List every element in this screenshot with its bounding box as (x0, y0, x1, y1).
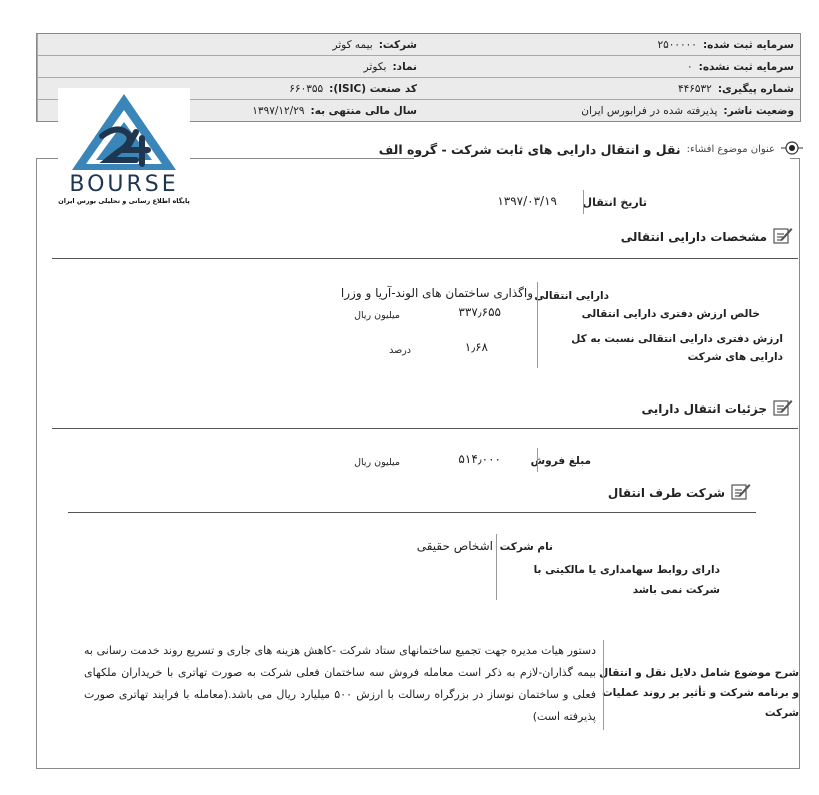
bourse-logo (58, 88, 190, 210)
logo-triangle-icon (72, 94, 176, 170)
field-divider (583, 190, 584, 214)
asset-section-title: مشخصات دارایی انتقالی (620, 229, 767, 244)
sale-unit: میلیون ریال (354, 457, 400, 468)
subject-prefix: عنوان موضوع افشاء: (686, 144, 775, 155)
registered-capital-label: سرمایه ثبت شده: (702, 38, 794, 51)
company-cell (37, 34, 423, 55)
relation-label: دارای روابط سهامداری یا مالکیتی با شرکت نمی باشد (533, 564, 720, 596)
field-divider (603, 640, 604, 730)
publisher-status-cell (423, 100, 800, 121)
counterparty-section-heading (608, 482, 751, 503)
fiscal-year-value: ۱۳۹۷/۱۲/۲۹ (252, 104, 305, 117)
logo-brand: BOURSE (69, 172, 179, 197)
asset-value: واگذاری ساختمان های الوند-آریا و وزرا (340, 286, 533, 300)
field-divider (537, 282, 538, 368)
unregistered-capital-value: ۰ (687, 60, 693, 73)
asset-label: دارایی انتقالی (534, 290, 609, 302)
logo-caption: پایگاه اطلاع رسانی و تحلیلی بورس ایران (58, 197, 190, 205)
asset-section-heading (621, 226, 793, 247)
symbol-value: بکوثر (363, 60, 387, 73)
registered-capital-cell (423, 34, 800, 55)
industry-code-label: کد صنعت (ISIC): (329, 82, 417, 95)
disclosure-subject (379, 140, 803, 159)
description-text: دستور هیات مدیره جهت تجمیع ساختمانهای ستاد شرکت -کاهش هزینه های جاری و تسریع روند خدمت رسانی به بیمه گذاران-لازم به ذکر است معامله فروش سه ساختمان فعلی شرکت به صورت تهاتری با خریداران ملکهای فعلی و ساختمان نوساز در بزرگراه رسالت با ارزش ۵۰۰ میلیارد ریال می باشد.(معامله با فرایند تهاتری صورت پذیرفته است) (84, 644, 597, 723)
tracking-number-value: ۴۴۶۵۳۲ (677, 82, 712, 95)
info-row (37, 56, 800, 78)
transfer-date-label: تاریخ انتقال (582, 196, 647, 209)
field-divider (496, 534, 497, 600)
section-divider (52, 428, 798, 429)
counterparty-section-title: شرکت طرف انتقال (607, 485, 725, 500)
company-label: شرکت: (378, 38, 417, 51)
book-value: ۳۳۷٫۶۵۵ (458, 305, 501, 319)
book-value-label: خالص ارزش دفتری دارایی انتقالی (581, 308, 760, 320)
sale-value: ۵۱۴٫۰۰۰ (458, 452, 501, 466)
publisher-status-label: وضعیت ناشر: (723, 104, 794, 117)
target-icon (781, 140, 803, 159)
symbol-label: نماد: (392, 60, 417, 73)
section-divider (52, 258, 798, 259)
sale-label: مبلغ فروش (530, 455, 591, 467)
counterparty-name-value: اشخاص حقیقی (416, 539, 493, 553)
industry-code-value: ۶۶۰۳۵۵ (289, 82, 324, 95)
edit-icon (773, 226, 793, 247)
tracking-number-label: شماره پیگیری: (717, 82, 794, 95)
fiscal-year-label: سال مالی منتهی به: (310, 104, 417, 117)
ratio-label: ارزش دفتری دارایی انتقالی نسبت به کل دارایی های شرکت (571, 333, 783, 363)
edit-icon (731, 482, 751, 503)
symbol-cell (37, 56, 423, 77)
details-section-heading (642, 398, 793, 419)
company-value: بیمه کوثر (332, 38, 373, 51)
transfer-date-value: ۱۳۹۷/۰۳/۱۹ (497, 194, 557, 208)
description-label: شرح موضوع شامل دلایل نقل و انتقال و برنامه شرکت و تأثیر بر روند عملیات شرکت (599, 667, 799, 719)
unregistered-capital-label: سرمایه ثبت نشده: (698, 60, 794, 73)
registered-capital-value: ۲۵۰۰۰۰۰ (657, 38, 697, 51)
field-divider (537, 448, 538, 472)
unregistered-capital-cell (423, 56, 800, 77)
info-row (37, 34, 800, 56)
section-divider (68, 512, 756, 513)
ratio-unit: درصد (389, 345, 411, 356)
tracking-number-cell (423, 78, 800, 99)
subject-title: نقل و انتقال دارایی های ثابت شرکت - گروه الف (378, 142, 681, 157)
ratio-value: ۱٫۶۸ (464, 340, 488, 354)
counterparty-name-label: نام شرکت (499, 541, 553, 553)
edit-icon (773, 398, 793, 419)
book-value-unit: میلیون ریال (354, 310, 400, 321)
details-section-title: جزئیات انتقال دارایی (641, 401, 767, 416)
publisher-status-value: پذیرفته شده در فرابورس ایران (581, 104, 718, 117)
